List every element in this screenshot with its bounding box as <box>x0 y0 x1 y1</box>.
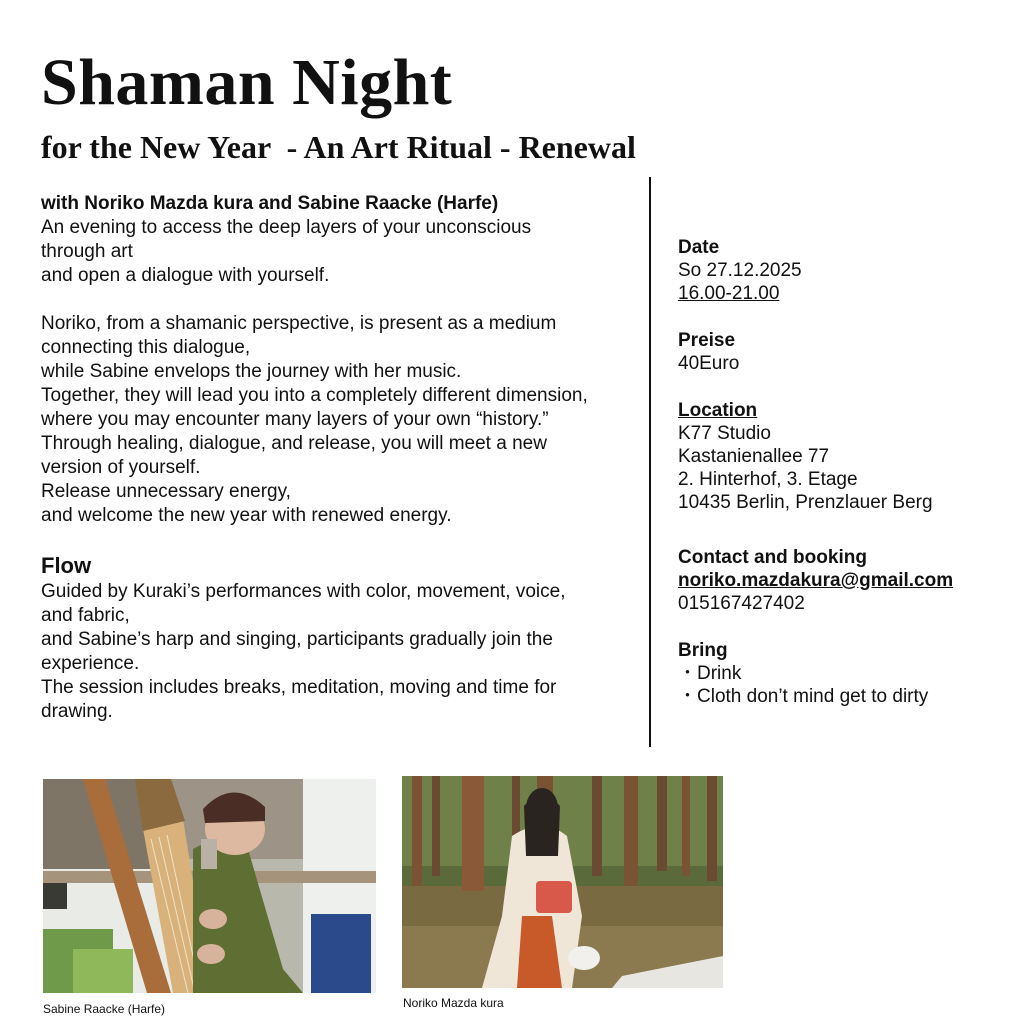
flow-line: and fabric, <box>41 605 130 626</box>
flow-heading: Flow <box>41 553 92 578</box>
harpist-photo-illustration <box>43 779 376 993</box>
intro-line: An evening to access the deep layers of your unconscious <box>41 217 532 238</box>
date-label: Date <box>678 237 720 258</box>
intro-line: through art <box>41 241 133 262</box>
description-line: Release unnecessary energy, <box>41 481 291 502</box>
description-line: Through healing, dialogue, and release, you will meet a new <box>41 433 547 454</box>
hosts-line: with Noriko Mazda kura and Sabine Raacke (Harfe) <box>41 193 499 214</box>
photo-caption: Noriko Mazda kura <box>403 996 504 1010</box>
location-line: Kastanienallee 77 <box>678 446 830 467</box>
flow-line: experience. <box>41 653 140 674</box>
description-line: version of yourself. <box>41 457 201 478</box>
description-line: Noriko, from a shamanic perspective, is present as a medium <box>41 313 557 334</box>
performer-photo-illustration <box>402 776 723 988</box>
location-section <box>678 399 1008 514</box>
location-line: K77 Studio <box>678 423 771 444</box>
flow-line: drawing. <box>41 701 113 722</box>
price-value: 40Euro <box>678 353 740 374</box>
description-line: connecting this dialogue, <box>41 337 251 358</box>
contact-label: Contact and booking <box>678 547 867 568</box>
description-line: where you may encounter many layers of your own “history.” <box>41 409 549 430</box>
flow-line: The session includes breaks, meditation, moving and time for <box>41 677 557 698</box>
details-column <box>678 236 1008 708</box>
time-value: 16.00-21.00 <box>678 283 780 304</box>
harpist-photo <box>43 779 376 993</box>
description-line: while Sabine envelops the journey with her music. <box>41 361 462 382</box>
flow-line: Guided by Kuraki’s performances with color, movement, voice, <box>41 581 566 602</box>
location-line: 2. Hinterhof, 3. Etage <box>678 469 858 490</box>
location-line: 10435 Berlin, Prenzlauer Berg <box>678 492 933 513</box>
price-section <box>678 329 1008 375</box>
description-line: and welcome the new year with renewed energy. <box>41 505 452 526</box>
description-column <box>41 192 651 724</box>
photo-caption: Sabine Raacke (Harfe) <box>43 1002 166 1016</box>
contact-email-link[interactable]: noriko.mazdakura@gmail.com <box>678 570 954 591</box>
description-line: Together, they will lead you into a completely different dimension, <box>41 385 588 406</box>
bring-label: Bring <box>678 640 728 661</box>
contact-phone: 015167427402 <box>678 593 805 614</box>
location-label: Location <box>678 400 758 421</box>
intro-line: and open a dialogue with yourself. <box>41 265 330 286</box>
performer-photo <box>402 776 723 988</box>
page-subtitle: for the New Year - An Art Ritual - Renewal <box>41 129 636 165</box>
date-section <box>678 236 1008 305</box>
flow-line: and Sabine’s harp and singing, participants gradually join the <box>41 629 553 650</box>
bring-section <box>678 639 1008 708</box>
date-value: So 27.12.2025 <box>678 260 802 281</box>
column-divider <box>649 177 651 747</box>
bring-item: ・Cloth don’t mind get to dirty <box>678 686 929 707</box>
page-title: Shaman Night <box>41 46 453 119</box>
bring-item: ・Drink <box>678 663 742 684</box>
price-label: Preise <box>678 330 736 351</box>
contact-section <box>678 546 1008 615</box>
